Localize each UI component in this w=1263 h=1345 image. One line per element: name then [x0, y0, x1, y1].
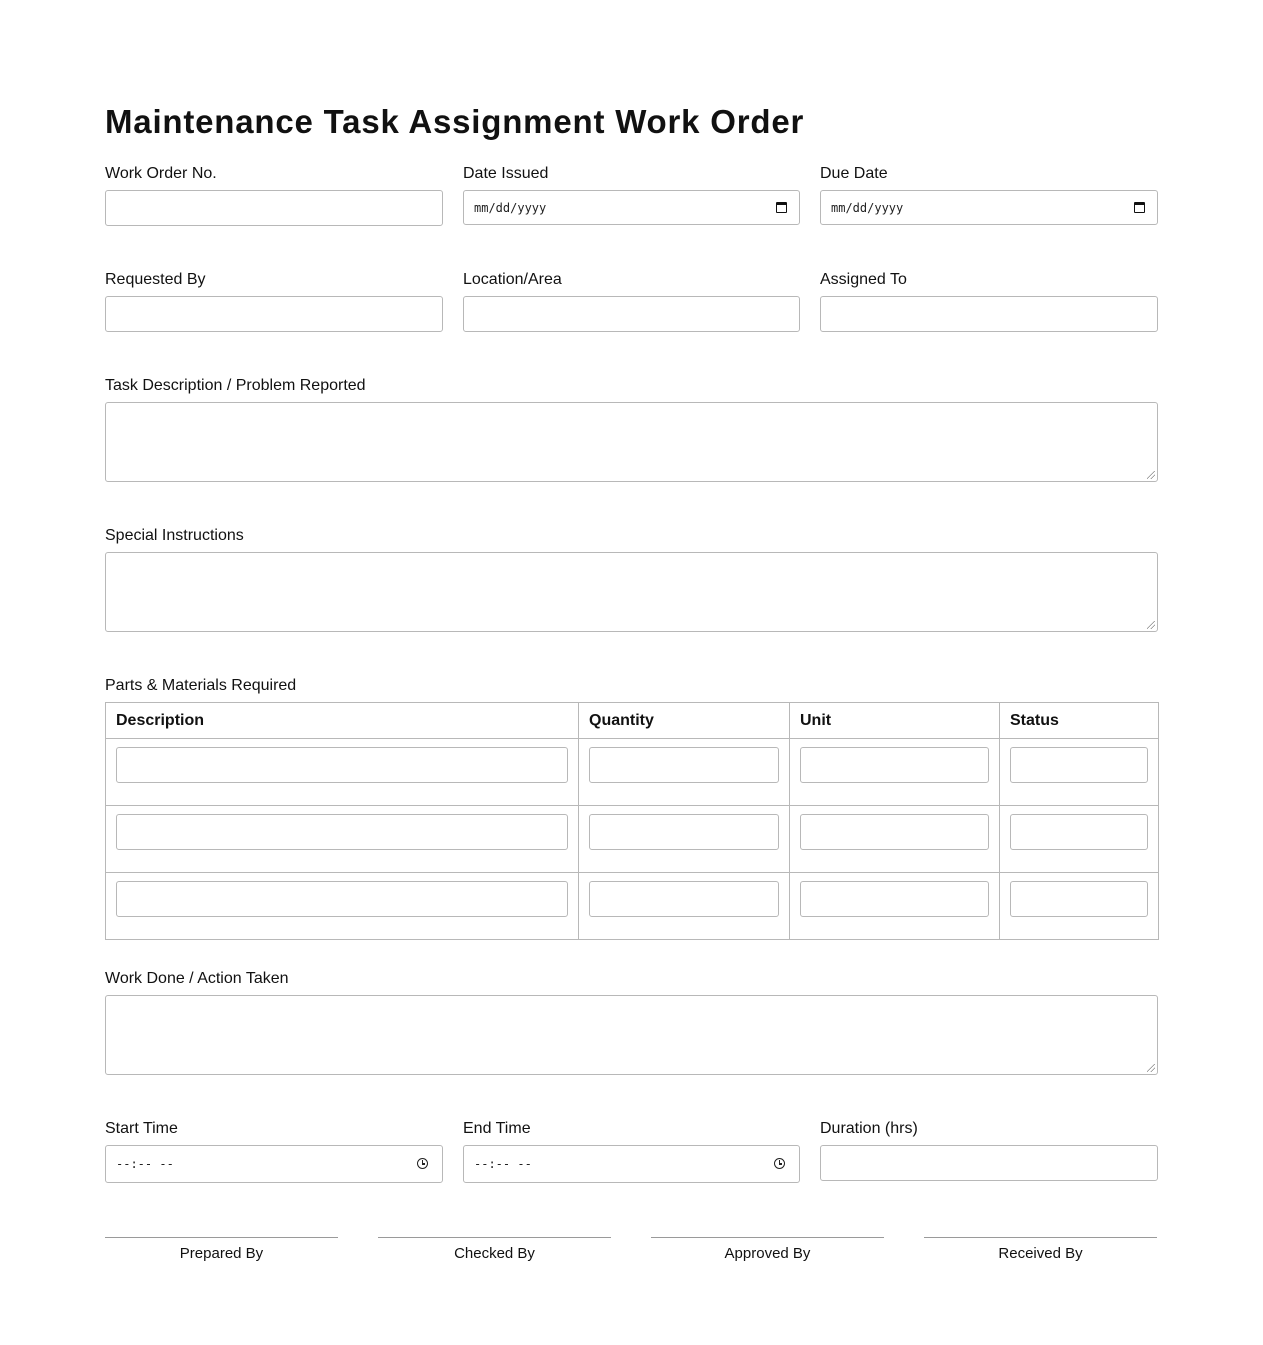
start-time-group: [105, 1119, 443, 1183]
start-time-placeholder: --:-- --: [116, 1157, 174, 1171]
parts-table: [105, 702, 1159, 940]
task-description-textarea[interactable]: [105, 402, 1158, 482]
due-date-input[interactable]: [820, 190, 1158, 225]
unit-input[interactable]: [800, 747, 989, 783]
due-date-label: Due Date: [820, 165, 888, 182]
due-date-placeholder: mm/dd/yyyy: [831, 200, 904, 215]
table-cell: [106, 806, 579, 873]
signature-received-by: [924, 1237, 1157, 1262]
signature-label: Approved By: [724, 1245, 811, 1262]
page-title: Maintenance Task Assignment Work Order: [105, 103, 805, 140]
duration-group: [820, 1119, 1158, 1183]
unit-input[interactable]: [800, 881, 989, 917]
task-description-group: [105, 376, 1158, 482]
requested-by-input[interactable]: [105, 296, 443, 332]
table-cell: [106, 873, 579, 940]
special-instructions-label: Special Instructions: [105, 527, 244, 544]
calendar-icon[interactable]: [1134, 202, 1145, 213]
request-fields-row: [105, 270, 1158, 332]
quantity-input[interactable]: [589, 814, 779, 850]
table-row: [106, 739, 1159, 806]
date-issued-input[interactable]: [463, 190, 800, 225]
unit-input[interactable]: [800, 814, 989, 850]
table-cell: [790, 873, 1000, 940]
column-header-status: Status: [1000, 703, 1159, 739]
resize-grip-icon[interactable]: [1147, 621, 1155, 629]
location-area-group: [463, 270, 800, 332]
signature-label: Checked By: [454, 1245, 535, 1262]
location-area-label: Location/Area: [463, 271, 562, 288]
status-input[interactable]: [1010, 814, 1148, 850]
header-fields-row: [105, 164, 1158, 226]
special-instructions-textarea[interactable]: [105, 552, 1158, 632]
duration-label: Duration (hrs): [820, 1120, 918, 1137]
assigned-to-input[interactable]: [820, 296, 1158, 332]
clock-icon[interactable]: [774, 1158, 785, 1169]
end-time-label: End Time: [463, 1120, 531, 1137]
signature-line: [105, 1237, 338, 1238]
end-time-group: [463, 1119, 800, 1183]
column-header-unit: Unit: [790, 703, 1000, 739]
table-cell: [106, 739, 579, 806]
signature-prepared-by: [105, 1237, 338, 1262]
work-done-group: [105, 969, 1158, 1075]
table-cell: [579, 873, 790, 940]
clock-icon[interactable]: [417, 1158, 428, 1169]
table-cell: [790, 739, 1000, 806]
signature-checked-by: [378, 1237, 611, 1262]
signature-row: [105, 1237, 1158, 1262]
status-input[interactable]: [1010, 881, 1148, 917]
work-order-no-label: Work Order No.: [105, 165, 217, 182]
task-description-label: Task Description / Problem Reported: [105, 377, 366, 394]
time-fields-row: [105, 1119, 1158, 1183]
work-done-label: Work Done / Action Taken: [105, 970, 289, 987]
table-cell: [1000, 739, 1159, 806]
signature-line: [924, 1237, 1157, 1238]
start-time-input[interactable]: [105, 1145, 443, 1183]
signature-line: [378, 1237, 611, 1238]
due-date-group: [820, 164, 1158, 226]
parts-section: [105, 676, 1158, 940]
parts-label: Parts & Materials Required: [105, 677, 297, 694]
date-issued-placeholder: mm/dd/yyyy: [474, 200, 547, 215]
resize-grip-icon[interactable]: [1147, 1064, 1155, 1072]
table-cell: [1000, 873, 1159, 940]
resize-grip-icon[interactable]: [1147, 471, 1155, 479]
signature-label: Prepared By: [179, 1245, 264, 1262]
status-input[interactable]: [1010, 747, 1148, 783]
date-issued-label: Date Issued: [463, 165, 549, 182]
description-input[interactable]: [116, 881, 568, 917]
quantity-input[interactable]: [589, 747, 779, 783]
parts-header-row: [106, 703, 1159, 739]
description-input[interactable]: [116, 747, 568, 783]
special-instructions-group: [105, 526, 1158, 632]
assigned-to-group: [820, 270, 1158, 332]
start-time-label: Start Time: [105, 1120, 178, 1137]
signature-line: [651, 1237, 884, 1238]
table-cell: [579, 806, 790, 873]
column-header-quantity: Quantity: [579, 703, 790, 739]
table-row: [106, 873, 1159, 940]
signature-approved-by: [651, 1237, 884, 1262]
assigned-to-label: Assigned To: [820, 271, 907, 288]
signature-label: Received By: [998, 1245, 1083, 1262]
quantity-input[interactable]: [589, 881, 779, 917]
duration-input[interactable]: [820, 1145, 1158, 1181]
requested-by-group: [105, 270, 443, 332]
end-time-placeholder: --:-- --: [474, 1157, 532, 1171]
work-order-no-input[interactable]: [105, 190, 443, 226]
location-area-input[interactable]: [463, 296, 800, 332]
table-cell: [1000, 806, 1159, 873]
work-order-no-group: [105, 164, 443, 226]
date-issued-group: [463, 164, 800, 226]
description-input[interactable]: [116, 814, 568, 850]
requested-by-label: Requested By: [105, 271, 206, 288]
table-row: [106, 806, 1159, 873]
table-cell: [790, 806, 1000, 873]
work-done-textarea[interactable]: [105, 995, 1158, 1075]
end-time-input[interactable]: [463, 1145, 800, 1183]
table-cell: [579, 739, 790, 806]
calendar-icon[interactable]: [776, 202, 787, 213]
column-header-description: Description: [106, 703, 579, 739]
